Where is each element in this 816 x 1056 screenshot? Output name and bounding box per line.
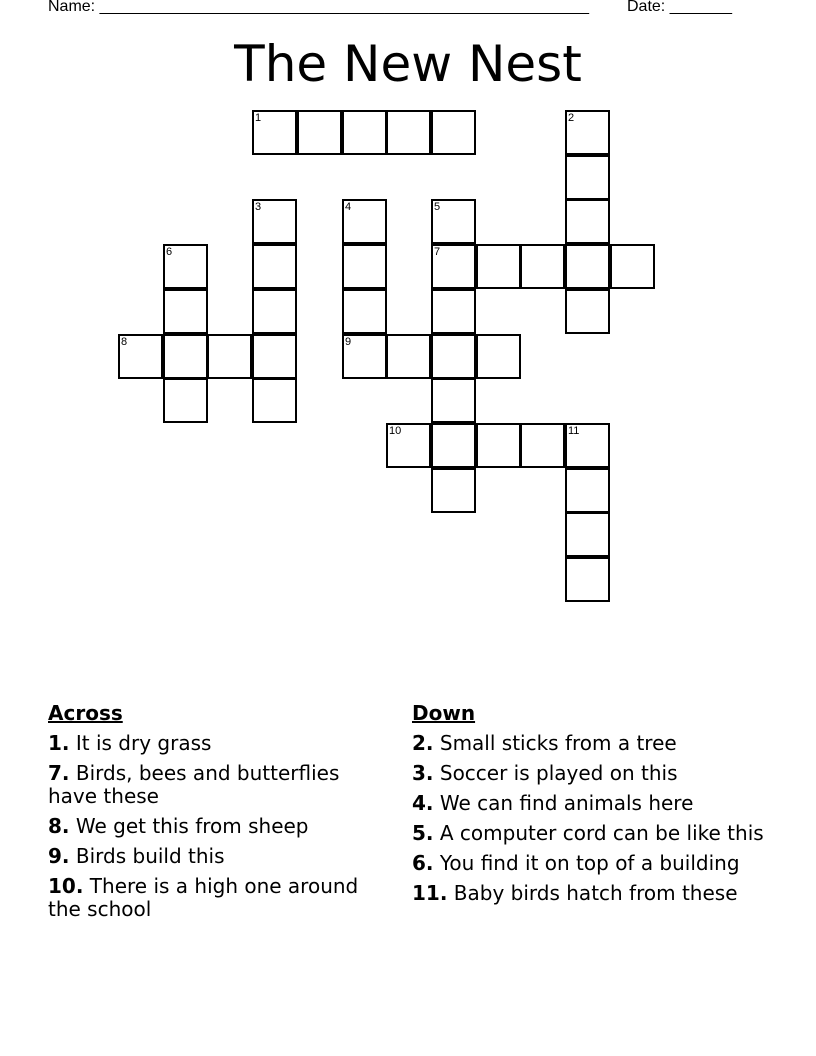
grid-cell[interactable]: [565, 155, 610, 200]
grid-cell[interactable]: [476, 334, 521, 379]
clue-across-1: [48, 732, 388, 755]
down-clues: [412, 702, 772, 912]
grid-cell[interactable]: [297, 110, 342, 155]
clue-across-10: [48, 875, 388, 921]
clue-text: We can find animals here: [439, 791, 694, 815]
cell-number: 2: [568, 112, 575, 124]
grid-cell[interactable]: [431, 378, 476, 423]
grid-cell[interactable]: [207, 334, 252, 379]
date-line[interactable]: Date: _______: [627, 0, 732, 15]
clue-text: Soccer is played on this: [439, 761, 678, 785]
grid-cell[interactable]: [252, 244, 297, 289]
cell-number: 5: [434, 201, 441, 213]
grid-cell[interactable]: [565, 512, 610, 557]
grid-cell[interactable]: [342, 110, 387, 155]
grid-cell[interactable]: [565, 110, 610, 155]
grid-cell[interactable]: [565, 423, 610, 468]
clue-text: It is dry grass: [75, 731, 212, 755]
cell-number: 8: [121, 336, 128, 348]
clue-text: You find it on top of a building: [439, 851, 740, 875]
grid-cell[interactable]: [431, 199, 476, 244]
clue-across-7: [48, 762, 388, 808]
clue-across-8: [48, 815, 388, 838]
grid-cell[interactable]: [431, 110, 476, 155]
name-line[interactable]: Name: _______________________________________________________: [48, 0, 589, 15]
clue-number: 4.: [412, 791, 434, 815]
down-heading: Down: [412, 701, 476, 725]
grid-cell[interactable]: [342, 199, 387, 244]
grid-cell[interactable]: [342, 289, 387, 334]
clue-number: 11.: [412, 881, 448, 905]
clue-down-5: [412, 822, 772, 845]
clue-down-3: [412, 762, 772, 785]
clue-number: 1.: [48, 731, 70, 755]
grid-cell[interactable]: [163, 378, 208, 423]
clue-text: A computer cord can be like this: [439, 821, 764, 845]
clue-number: 8.: [48, 814, 70, 838]
grid-cell[interactable]: [252, 199, 297, 244]
clue-text: Birds, bees and butterflies have these: [48, 761, 340, 808]
clue-down-2: [412, 732, 772, 755]
grid-cell[interactable]: [565, 557, 610, 602]
clue-number: 2.: [412, 731, 434, 755]
page-title: The New Nest: [234, 35, 582, 93]
clue-down-6: [412, 852, 772, 875]
clue-number: 3.: [412, 761, 434, 785]
grid-cell[interactable]: [163, 244, 208, 289]
grid-cell[interactable]: [252, 334, 297, 379]
cell-number: 4: [345, 201, 352, 213]
grid-cell[interactable]: [565, 468, 610, 513]
clue-down-11: [412, 882, 772, 905]
cell-number: 11: [568, 425, 580, 437]
clue-text: There is a high one around the school: [48, 874, 359, 921]
grid-cell[interactable]: [386, 423, 431, 468]
grid-cell[interactable]: [520, 423, 565, 468]
grid-cell[interactable]: [476, 244, 521, 289]
grid-cell[interactable]: [431, 289, 476, 334]
grid-cell[interactable]: [431, 423, 476, 468]
grid-cell[interactable]: [386, 334, 431, 379]
grid-cell[interactable]: [163, 334, 208, 379]
clue-number: 7.: [48, 761, 70, 785]
grid-cell[interactable]: [565, 244, 610, 289]
grid-cell[interactable]: [431, 468, 476, 513]
cell-number: 1: [255, 112, 262, 124]
grid-cell[interactable]: [565, 199, 610, 244]
grid-cell[interactable]: [610, 244, 655, 289]
across-heading: Across: [48, 701, 123, 725]
grid-cell[interactable]: [520, 244, 565, 289]
clue-number: 6.: [412, 851, 434, 875]
grid-cell[interactable]: [476, 423, 521, 468]
grid-cell[interactable]: [252, 289, 297, 334]
cell-number: 6: [166, 246, 173, 258]
grid-cell[interactable]: [163, 289, 208, 334]
grid-cell[interactable]: [342, 334, 387, 379]
clue-down-4: [412, 792, 772, 815]
grid-cell[interactable]: [118, 334, 163, 379]
cell-number: 3: [255, 201, 262, 213]
across-clues: [48, 702, 388, 928]
grid-cell[interactable]: [252, 110, 297, 155]
grid-cell[interactable]: [386, 110, 431, 155]
clue-number: 9.: [48, 844, 70, 868]
clue-text: Birds build this: [75, 844, 225, 868]
cell-number: 10: [389, 425, 402, 437]
grid-cell[interactable]: [431, 334, 476, 379]
grid-cell[interactable]: [431, 244, 476, 289]
cell-number: 7: [434, 246, 441, 258]
clue-text: Baby birds hatch from these: [453, 881, 738, 905]
grid-cell[interactable]: [252, 378, 297, 423]
clue-across-9: [48, 845, 388, 868]
clue-text: Small sticks from a tree: [439, 731, 677, 755]
grid-cell[interactable]: [342, 244, 387, 289]
clue-text: We get this from sheep: [75, 814, 309, 838]
clue-number: 5.: [412, 821, 434, 845]
cell-number: 9: [345, 336, 352, 348]
grid-cell[interactable]: [565, 289, 610, 334]
clue-number: 10.: [48, 874, 84, 898]
